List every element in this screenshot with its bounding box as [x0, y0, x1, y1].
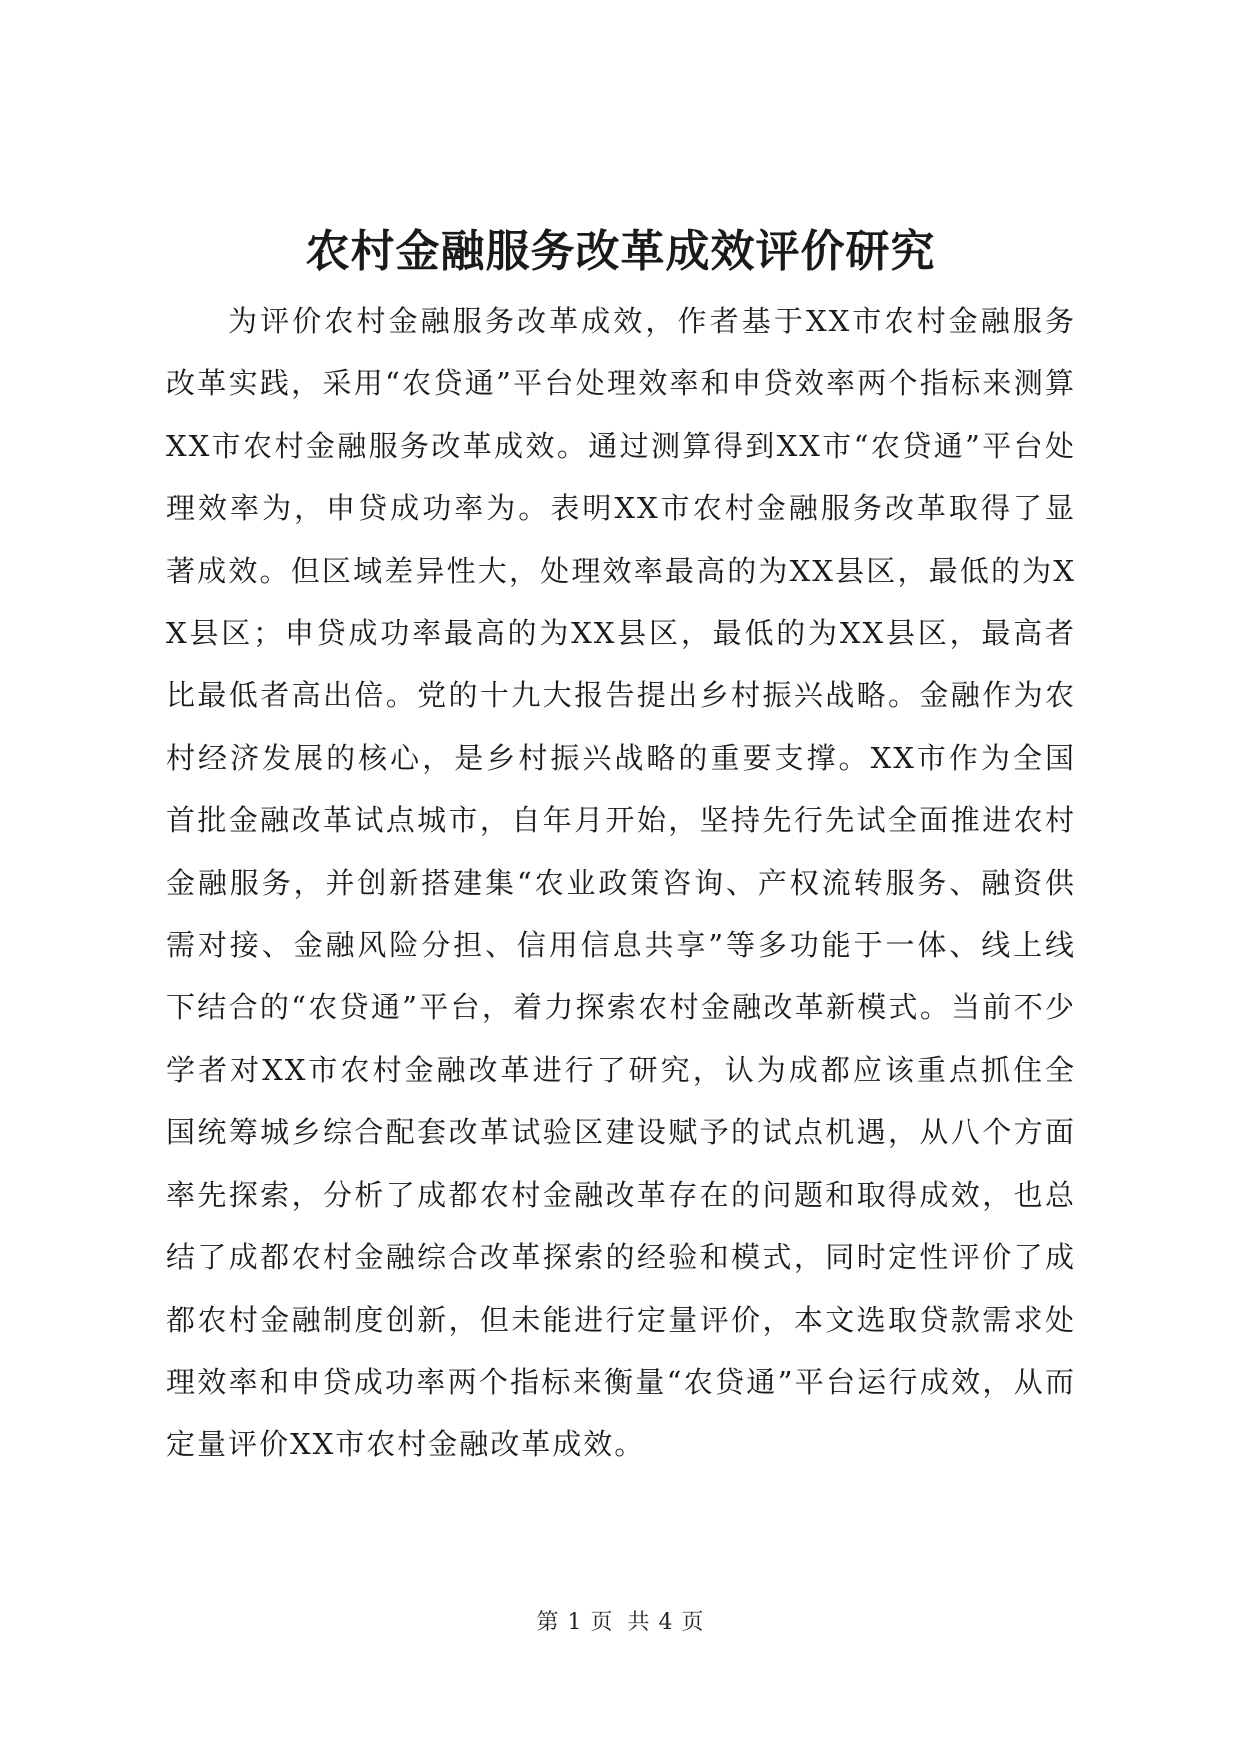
- document-title: 农村金融服务改革成效评价研究: [305, 226, 936, 277]
- page-number: 第 1 页: [536, 1610, 614, 1635]
- page-total: 共 4 页: [627, 1610, 705, 1635]
- body-paragraph: 为评价农村金融服务改革成效，作者基于XX市农村金融服务改革实践，采用“农贷通”平台处理效率和申贷效率两个指标来测算XX市农村金融服务改革成效。通过测算得到XX市“农贷通”平台处理效率为，申贷成功率为。表明XX市农村金融服务改革取得了显著成效。但区域差异性大，处理效率最高的为XX县区，最低的为XX县区；申贷成功率最高的为XX县区，最低的为XX县区，最高者比最低者高出倍。党的十九大报告提出乡村振兴战略。金融作为农村经济发展的核心，是乡村振兴战略的重要支撑。XX市作为全国首批金融改革试点城市，自年月开始，坚持先行先试全面推进农村金融服务，并创新搭建集“农业政策咨询、产权流转服务、融资供需对接、金融风险分担、信用信息共享”等多功能于一体、线上线下结合的“农贷通”平台，着力探索农村金融改革新模式。当前不少学者对XX市农村金融改革进行了研究，认为成都应该重点抓住全国统筹城乡综合配套改革试验区建设赋予的试点机遇，从八个方面率先探索，分析了成都农村金融改革存在的问题和取得成效，也总结了成都农村金融综合改革探索的经验和模式，同时定性评价了成都农村金融制度创新，但未能进行定量评价，本文选取贷款需求处理效率和申贷成功率两个指标来衡量“农贷通”平台运行成效，从而定量评价XX市农村金融改革成效。: [166, 304, 1076, 1462]
- page-footer: [0, 1608, 1241, 1638]
